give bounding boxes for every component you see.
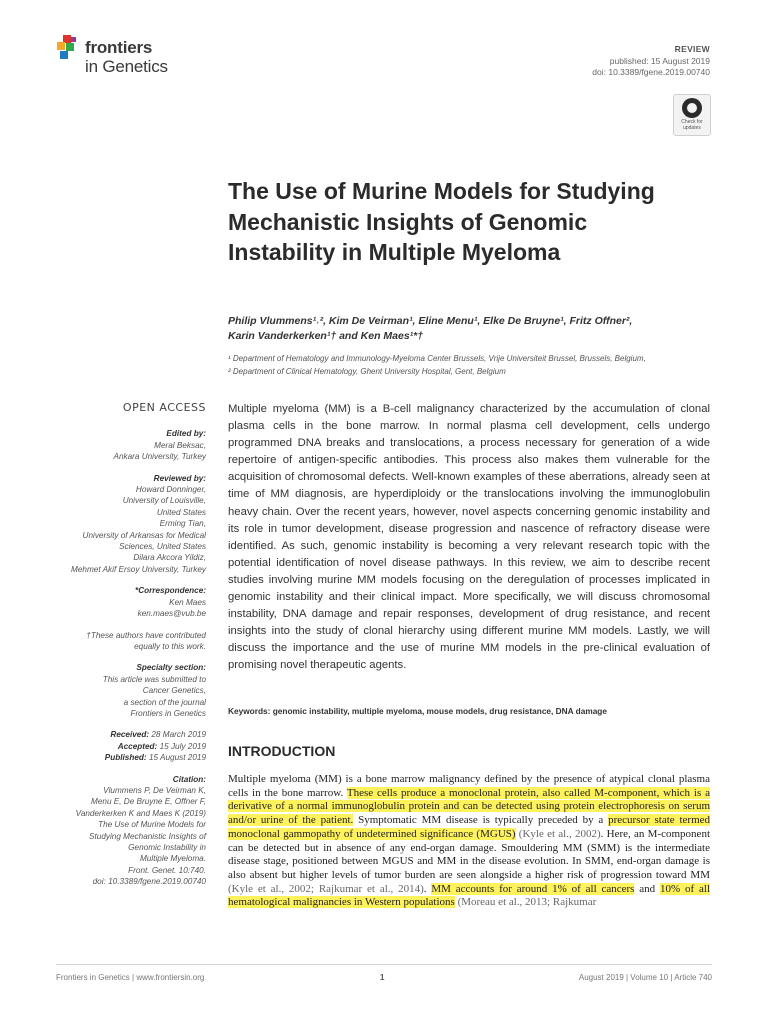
check-updates-icon	[682, 98, 702, 118]
highlighted-text[interactable]: 10% of all hematological malignancies in Western populations	[228, 882, 710, 909]
reviewer-line: University of Arkansas for Medical	[82, 530, 206, 540]
received-date	[56, 729, 206, 740]
correspondence-label: *Correspondence:	[135, 586, 206, 596]
reviewer-line: Sciences, United States	[119, 542, 206, 552]
reviewer-line: Mehmet Akif Ersoy University, Turkey	[71, 564, 206, 574]
intro-text: Symptomatic MM disease is typically preceded by a	[353, 814, 609, 827]
check-for-updates-badge[interactable]	[673, 94, 711, 136]
article-sidebar	[56, 402, 206, 888]
affiliations	[228, 352, 708, 378]
introduction-paragraph	[228, 773, 710, 910]
open-access-label: OPEN ACCESS	[122, 401, 206, 414]
footer-journal-link[interactable]: Frontiers in Genetics | www.frontiersin.org	[56, 973, 205, 982]
citation-link[interactable]: (Kyle et al., 2002; Rajkumar et al., 2014)	[228, 882, 424, 895]
reviewer-line: University of Louisville,	[122, 496, 206, 506]
citation-label: Citation:	[172, 774, 206, 784]
accepted-label: Accepted:	[117, 741, 158, 751]
footer-divider	[56, 964, 712, 965]
received-value: 28 March 2019	[151, 730, 206, 740]
published-value: 15 August 2019	[148, 753, 206, 763]
citation-line: The Use of Murine Models for	[98, 820, 206, 830]
section-heading-introduction: INTRODUCTION	[228, 743, 336, 759]
author-line: Karin Vanderkerken¹† and Ken Maes¹*†	[228, 330, 424, 342]
citation-line: Vanderkerken K and Maes K (2019)	[75, 808, 206, 818]
reviewer-line: Howard Donninger,	[135, 485, 206, 495]
citation-line: Genomic Instability in	[128, 843, 206, 852]
highlighted-text[interactable]: precursor state termed monoclonal gammopathy of undetermined significance (MGUS)	[228, 814, 711, 840]
abstract: Multiple myeloma (MM) is a B-cell malignancy characterized by the accumulation of clonal plasma cells in the bone marrow. In normal plasma cell development, cells undergo programmed DNA breaks and translocations, a process necessary for generation of a wide repertoire of antigen-specific antibodies. This process also makes them vulnerable for the acquisition of chromosomal defects. Well-known examples of these aberrations, already seen at time of MM diagnosis, are hyperdiploidy or the translocations involving the immunoglobulin heavy chain. Over the recent years, however, novel aspects concerning genomic instability and its role in tumor development, disease progression and nascence of refractory disease were identified. As such, genomic instability is becoming a very relevant research topic with the potential identification of novel disease pathways. In this review, we aim to describe recent studies involving murine MM models focusing on the deregulation of processes implicated in genomic instability and their clinical impact. More specifically, we will discuss chromosomal instability, DNA damage and repair responses, development of drug resistance, and recent insights into the study of clonal hierarchy using different murine MM models. Lastly, we will discuss the importance and the use of murine MM models in the pre-clinical evaluation of promising novel therapeutic agents.	[228, 403, 710, 672]
intro-text: .	[423, 882, 432, 895]
highlighted-text[interactable]: MM accounts for around 1% of all cancers	[431, 882, 635, 895]
intro-text: Multiple myeloma (MM) is a bone marrow malignancy defined by the presence of atypical clonal plasma cells in the bone marrow.	[228, 773, 710, 799]
accepted-date	[56, 741, 206, 752]
received-label: Received:	[110, 730, 150, 740]
correspondence-name: Ken Maes	[169, 597, 206, 607]
reviewer-line: Erming Tian,	[159, 519, 206, 529]
citation-link[interactable]: (Kyle et al., 2002)	[515, 827, 601, 840]
brand-name: frontiers	[85, 38, 153, 57]
author-line: Philip Vlummens¹˒², Kim De Veirman¹, Eline Menu¹, Elke De Bruyne¹, Fritz Offner²,	[228, 315, 633, 327]
article-title: The Use of Murine Models for Studying Mechanistic Insights of Genomic Instability in Multiple Myeloma	[228, 178, 655, 265]
specialty-line: This article was submitted to	[102, 674, 206, 684]
editor-line: Ankara University, Turkey	[113, 452, 206, 462]
affiliation: ¹ Department of Hematology and Immunology-Myeloma Center Brussels, Vrije Universiteit Brussel, Brussels, Belgium,	[228, 354, 646, 363]
published-label: Published:	[104, 753, 147, 763]
page-number: 1	[380, 973, 385, 982]
citation-link[interactable]: (Moreau et al., 2013; Rajkumar	[454, 896, 597, 909]
reviewer-line: United States	[156, 507, 206, 517]
badge-label-1: Check for	[681, 119, 703, 125]
correspondence-email-link[interactable]: ken.maes@vub.be	[137, 609, 206, 619]
intro-text: . Here, an M-component can be detected but in absence of any end-organ damage. Smouldering MM (SMM) is the intermediate disease stage, positioned between MGUS and MM in the disease evolution. In SMM, end-organ damage is also absent but higher levels of tumor burden are seen alongside a higher risk of progression toward MM	[228, 827, 710, 881]
citation-line: Studying Mechanistic Insights of	[89, 831, 206, 841]
badge-label-2: updates	[683, 125, 701, 131]
reviewer-line: Dilara Akcora Yildiz,	[133, 553, 206, 563]
article-meta	[592, 44, 710, 79]
journal-name: in Genetics	[85, 57, 168, 76]
equal-contribution-note: equally to this work.	[134, 641, 206, 651]
keywords: Keywords: genomic instability, multiple myeloma, mouse models, drug resistance, DNA damage	[228, 706, 607, 716]
intro-text: and	[634, 882, 660, 895]
specialty-line: Frontiers in Genetics	[130, 708, 206, 718]
equal-contribution-note: †These authors have contributed	[86, 630, 206, 640]
article-doi: doi: 10.3389/fgene.2019.00740	[592, 67, 710, 77]
affiliation: ² Department of Clinical Hematology, Ghent University Hospital, Gent, Belgium	[228, 367, 506, 376]
citation-line: Multiple Myeloma.	[140, 854, 206, 864]
citation-doi-link[interactable]: doi: 10.3389/fgene.2019.00740	[92, 877, 206, 887]
frontiers-logo-icon	[56, 34, 82, 62]
article-type: REVIEW	[674, 44, 710, 54]
published-date: published: 15 August 2019	[609, 55, 710, 66]
specialty-label: Specialty section:	[136, 663, 206, 673]
reviewed-by-label: Reviewed by:	[153, 473, 206, 483]
footer-issue-info: August 2019 | Volume 10 | Article 740	[578, 973, 712, 982]
edited-by-label: Edited by:	[166, 429, 206, 439]
highlighted-text[interactable]: These cells produce a monoclonal protein, also called M-component, which is a derivative of a normal immunoglobulin protein and can be detected using protein electrophoresis on serum and/or urine of the patient.	[228, 786, 710, 827]
citation-line: Vlummens P, De Veirman K,	[103, 785, 206, 795]
citation-line: Menu E, De Bruyne E, Offner F,	[91, 797, 206, 807]
accepted-value: 15 July 2019	[159, 741, 206, 751]
published-date-sidebar	[56, 752, 206, 763]
frontiers-logo	[56, 34, 186, 84]
citation-line: Front. Genet. 10:740.	[128, 865, 206, 875]
author-list	[228, 314, 698, 344]
specialty-line: a section of the journal	[123, 697, 206, 707]
editor-line: Meral Beksac,	[154, 440, 206, 450]
specialty-line: Cancer Genetics,	[142, 686, 206, 696]
